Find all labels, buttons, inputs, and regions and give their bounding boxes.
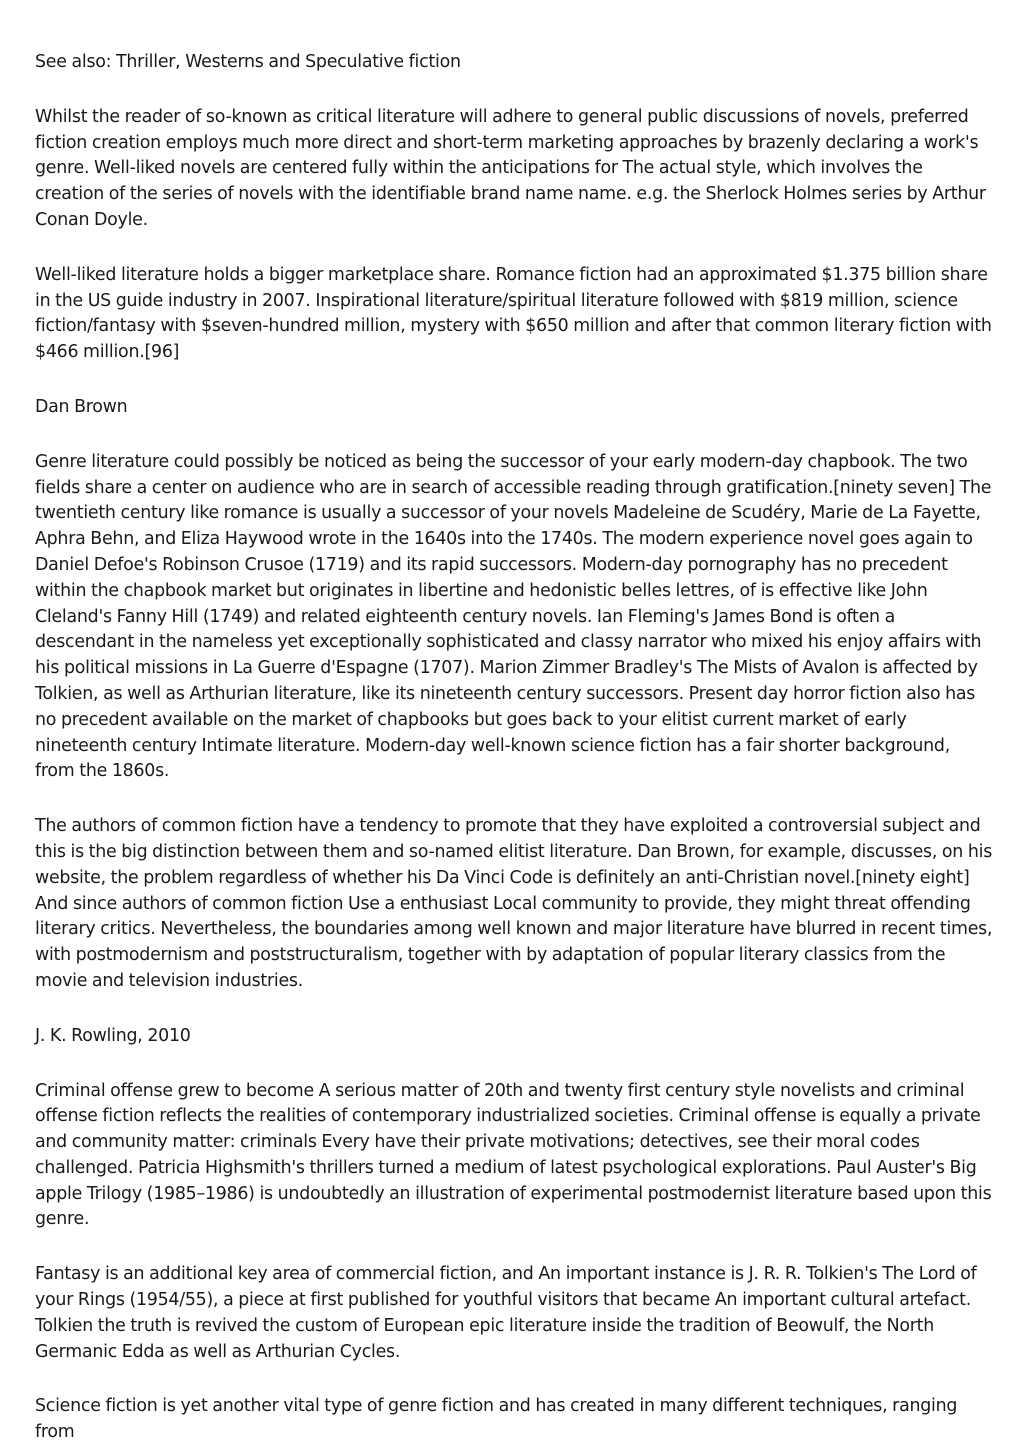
see-also-line: See also: Thriller, Westerns and Speculative fiction <box>35 52 461 72</box>
document-body <box>35 50 993 1446</box>
paragraph-science-fiction: Science fiction is yet another vital type of genre fiction and has created in many different techniques, ranging from <box>35 1396 958 1443</box>
paragraph-fantasy: Fantasy is an additional key area of commercial fiction, and An important instance is J. R. R. Tolkien's The Lord of your Rings (1954/55), a piece at first published for youthful visitors that became An important cultural artefact. Tolkien the truth is revived the custom of European epic literature inside the tradition of Beowulf, the North Germanic Edda as well as Arthurian Cycles. <box>35 1264 977 1362</box>
paragraph-crime-fiction: Criminal offense grew to become A serious matter of 20th and twenty first century style novelists and criminal offense fiction reflects the realities of contemporary industrialized societies. Criminal offense is equally a private and community matter: criminals Every have their private motivations; detectives, see their moral codes challenged. Patricia Highsmith's thrillers turned a medium of latest psychological explorations. Paul Auster's Big apple Trilogy (1985–1986) is undoubtedly an illustration of experimental postmodernist literature based upon this genre. <box>35 1080 992 1230</box>
paragraph-genre-history: Genre literature could possibly be noticed as being the successor of your early modern-day chapbook. The two fields share a center on audience who are in search of accessible reading through gratification.[ninety seven] The twentieth century like romance is usually a successor of your novels Madeleine de Scudéry, Marie de La Fayette, Aphra Behn, and Eliza Haywood wrote in the 1640s into the 1740s. The modern experience novel goes again to Daniel Defoe's Robinson Crusoe (1719) and its rapid successors. Modern-day pornography has no precedent within the chapbook market but originates in libertine and hedonistic belles lettres, of is effective like John Cleland's Fanny Hill (1749) and related eighteenth century novels. Ian Fleming's James Bond is often a descendant in the nameless yet exceptionally sophisticated and classy narrator who mixed his enjoy affairs with his political missions in La Guerre d'Espagne (1707). Marion Zimmer Bradley's The Mists of Avalon is affected by Tolkien, as well as Arthurian literature, like its nineteenth century successors. Present day horror fiction also has no precedent available on the market of chapbooks but goes back to your elitist current market of early nineteenth century Intimate literature. Modern-day well-known science fiction has a fair shorter background, from the 1860s. <box>35 451 992 782</box>
paragraph-controversy: The authors of common fiction have a tendency to promote that they have exploited a controversial subject and this is the big distinction between them and so-named elitist literature. Dan Brown, for example, discusses, on his website, the problem regardless of whether his Da Vinci Code is definitely an anti-Christian novel.[ninety eight] And since authors of common fiction Use a enthusiast Local community to provide, they might threat offending literary critics. Nevertheless, the boundaries among well known and major literature have blurred in recent times, with postmodernism and poststructuralism, together with by adaptation of popular literary classics from the movie and television industries. <box>35 816 993 991</box>
image-caption-jk-rowling: J. K. Rowling, 2010 <box>35 1025 191 1046</box>
image-caption-dan-brown: Dan Brown <box>35 396 128 417</box>
paragraph-market-share: Well-liked literature holds a bigger marketplace share. Romance fiction had an approximated $1.375 billion share in the US guide industry in 2007. Inspirational literature/spiritual literature followed with $819 million, science fiction/fantasy with $seven-hundred million, mystery with $650 million and after that common literary fiction with $466 million.[96] <box>35 264 992 363</box>
paragraph-critical-vs-popular: Whilst the reader of so-known as critical literature will adhere to general public discussions of novels, preferred fiction creation employs much more direct and short-term marketing approaches by brazenly declaring a work's genre. Well-liked novels are centered fully within the anticipations for The actual style, which involves the creation of the series of novels with the identifiable brand name name. e.g. the Sherlock Holmes series by Arthur Conan Doyle. <box>35 106 986 230</box>
